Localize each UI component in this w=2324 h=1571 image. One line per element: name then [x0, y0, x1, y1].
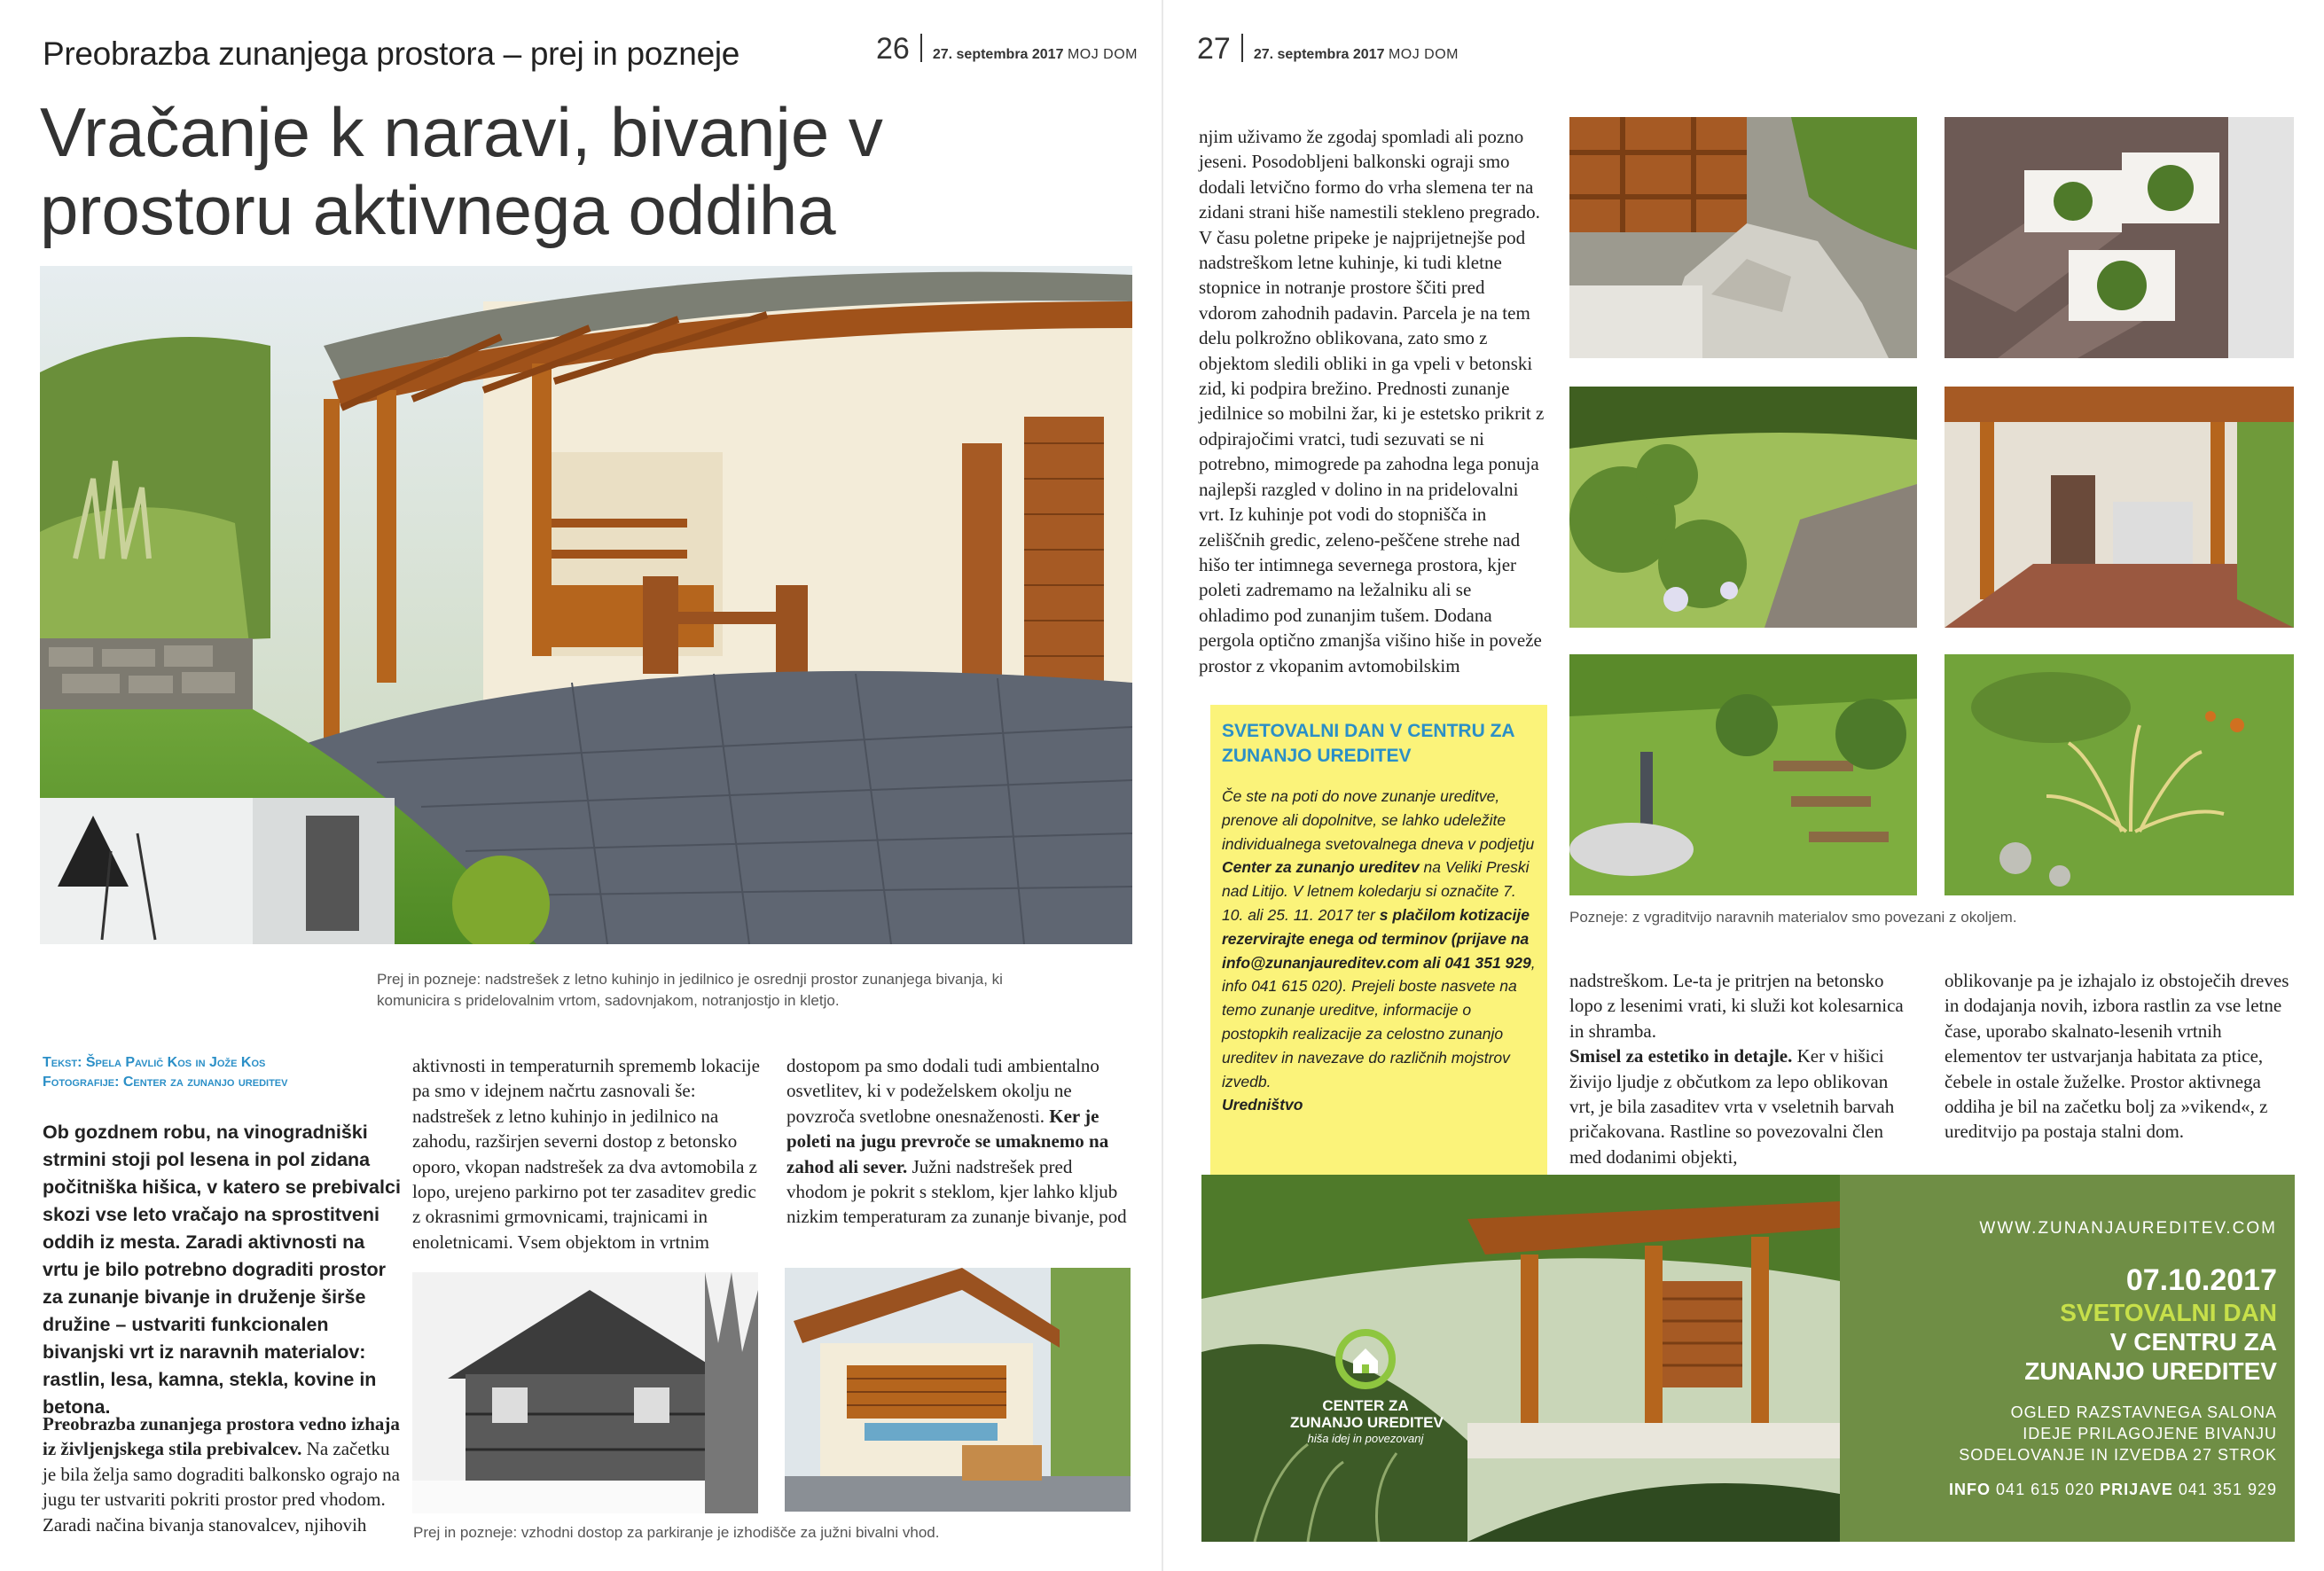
- ad-logo-tagline: hiša idej in povezovanj: [1307, 1432, 1424, 1445]
- ad-logo-line2: ZUNANJO UREDITEV: [1290, 1414, 1444, 1431]
- right-column-3: [1944, 968, 2290, 1145]
- gallery-photo-garden-path: [1569, 387, 1917, 628]
- ad-event-line1: SVETOVALNI DAN: [2060, 1299, 2277, 1326]
- rockery-illustration: [1569, 117, 1917, 358]
- article-credits: [43, 1053, 287, 1092]
- page-number: 26: [876, 32, 910, 66]
- photo-after-entrance: [785, 1268, 1131, 1512]
- gallery-photo-grasses: [1944, 654, 2294, 895]
- steps-planters-illustration: [1944, 117, 2294, 358]
- left-col3-text2: Južni nadstrešek pred vhodom je pokrit s steklom, kjer lahko kljub nizkim temperaturam za zunanje bivanje, pod: [786, 1155, 1127, 1228]
- gallery-photo-carport: [1944, 387, 2294, 628]
- photo-before-bw: [412, 1272, 758, 1513]
- left-column-2: [412, 1053, 763, 1254]
- left-column-1: [43, 1411, 406, 1537]
- magazine-name-right: MOJ DOM: [1388, 47, 1459, 62]
- ad-website[interactable]: WWW.ZUNANJAUREDITEV.COM: [1979, 1219, 2277, 1238]
- ad-date: 07.10.2017: [2125, 1263, 2277, 1297]
- gallery-photo-stone-steps: [1569, 654, 1917, 895]
- ad-prijave-label: PRIJAVE: [2100, 1481, 2173, 1498]
- ad-detail-3: SODELOVANJE IN IZVEDBA 27 STROK: [1959, 1446, 2277, 1464]
- ad-info-phone[interactable]: 041 615 020: [1996, 1481, 2095, 1498]
- advertisement: [1201, 1175, 2295, 1542]
- ad-logo: [1290, 1325, 1444, 1447]
- page-number-right: 27: [1197, 32, 1231, 66]
- house-after-illustration: [785, 1268, 1131, 1512]
- section-kicker: Preobrazba zunanjega prostora – prej in pozneje: [43, 35, 740, 72]
- house-logo-icon: [1332, 1325, 1399, 1393]
- pergola-illustration: [40, 266, 1132, 944]
- info-box: [1210, 705, 1547, 1194]
- caption-hero: Prej in pozneje: nadstrešek z letno kuhinjo in jedilnico je osrednji prostor zunanjega bivanja, ki komunicira s pridelovalnim vrtom, sadovnjakom, notranjostjo in kletjo.: [377, 971, 1003, 1009]
- ad-event-line2: V CENTRU ZA: [2109, 1328, 2277, 1356]
- info-text-1: Če ste na poti do nove zunanje ureditve, prenove ali dopolnitve, se lahko udeležite individualnega svetovalnega dneva v podjetju: [1222, 787, 1535, 853]
- gallery-photo-steps-planters: [1944, 117, 2294, 358]
- right-column-2: [1569, 968, 1915, 1169]
- left-col2-text: aktivnosti in temperaturnih sprememb lokacije pa smo v idejnem načrtu zasnovali še: nadstrešek z letno kuhinjo in jedilnico na zahodu, razširjen severni dostop z betonsko oporo, vkopan nadstrešek za dva avtomobila z lopo, urejeno parkirno pot ter zasaditev gredic z okrasnimi grmovnicami, trajnicami in enoletnicami. Vsem objektom in vrtnim: [412, 1055, 760, 1253]
- info-text-2: na Veliki Preski nad Litijo. V letnem koledarju si označite 7. 10. ali 25. 11. 2017 ter: [1222, 858, 1530, 924]
- page-date-right: 27. septembra 2017: [1253, 47, 1385, 62]
- hero-photo-pergola: [40, 266, 1132, 944]
- info-text-3: , info 041 615 020). Prejeli boste nasvete na temo zunanje ureditve, informacije o postopkih realizacije za celostno zunanjo ureditev in navezave do različnih mojstrov izvedb.: [1222, 953, 1536, 1090]
- credit-photo: Fotografije: Center za zunanjo ureditev: [43, 1075, 288, 1090]
- left-col1-subhead: Preobrazba zunanjega prostora vedno izhaja iz življenjskega stila prebivalcev.: [43, 1413, 400, 1460]
- info-reservation: s plačilom kotizacije rezervirajte enega od terminov (prijave na info@zunanjaureditev.com ali 041 351 929: [1222, 905, 1531, 972]
- garden-path-illustration: [1569, 387, 1917, 628]
- caption-gallery: Pozneje: z vgraditvijo naravnih materialov smo povezani z okoljem.: [1569, 909, 2017, 926]
- ad-logo-line1: CENTER ZA: [1322, 1397, 1409, 1414]
- right-col2-text: nadstreškom. Le-ta je pritrjen na betonsko lopo z lesenimi vrati, ki služi kot kolesarnica in shramba.: [1569, 970, 1904, 1042]
- ad-green-panel: [1840, 1175, 2295, 1542]
- magazine-name: MOJ DOM: [1067, 47, 1138, 62]
- ad-event-line3: ZUNANJO UREDITEV: [2024, 1357, 2277, 1385]
- left-col1-text: Na začetku je bila želja samo dograditi balkonsko ograjo na jugu ter ustvariti pokriti prostor pred vhodom. Zaradi načina bivanja stanovalcev, njihovih: [43, 1438, 400, 1536]
- info-company: Center za zunanjo ureditev: [1222, 858, 1420, 877]
- page-date: 27. septembra 2017: [932, 47, 1064, 62]
- left-column-3: [786, 1053, 1128, 1230]
- carport-illustration: [1944, 387, 2294, 628]
- house-before-illustration: [412, 1272, 758, 1513]
- ad-contacts: [1949, 1481, 2277, 1499]
- right-col1-text: njim uživamo že zgodaj spomladi ali pozno jeseni. Posodobljeni balkonski ograji smo dodali letvično formo do vrha slemena ter na zidani strani hiše namestili stekleno pregrado. V času poletne pripeke je najprijetnejše pod nadstreškom letne kuhinje, ki tudi kletne stopnice in notranje prostore ščiti pred vdorom zahodnih padavin. Parcela je na tem delu polkrožno oblikovana, zato smo z objektom sledili obliki in ga vpeli v betonski zid, ki podpira brežino. Prednosti zunanje jedilnice so mobilni žar, ki je estetsko prikrit z odpirajočimi vratci, tudi sezuvati se ni potrebno, mimogrede pa zahodna lega ponuja najlepši razgled v dolino in na pridelovalni vrt. Iz kuhinje pot vodi do stopnišča in zeliščnih gredic, zeleno-peščene strehe nad hišo ter intimnega severnega prostora, kjer poleti zadremamo na ležalniku ali se ohladimo pod zunanjim tušem. Dodana pergola optično zmanjša višino hiše in poveže prostor z vkopanim avtomobilskim: [1199, 126, 1545, 676]
- ad-detail-2: IDEJE PRILAGOJENE BIVANJU: [2023, 1425, 2277, 1442]
- ad-detail-1: OGLED RAZSTAVNEGA SALONA: [2010, 1403, 2277, 1421]
- right-col2-subhead: Smisel za estetiko in detajle.: [1569, 1045, 1793, 1067]
- left-col3-subhead: Ker je poleti na jugu prevroče se umaknemo na zahod ali sever.: [786, 1105, 1109, 1177]
- page-header-right: [1197, 32, 1459, 66]
- ad-prijave-phone[interactable]: 041 351 929: [2178, 1481, 2277, 1498]
- page-gutter: [1162, 0, 1163, 1571]
- caption-bottom-left: Prej in pozneje: vzhodni dostop za parkiranje je izhodišče za južni bivalni vhod.: [413, 1524, 940, 1541]
- right-col2-text2: Ker v hišici živijo ljudje z občutkom za lepo oblikovan vrt, je bila zasaditev vrta v vseletnih barvah pričakovana. Rastline so povezovalni člen med dodanimi objekti,: [1569, 1045, 1895, 1168]
- gallery-photo-rockery: [1569, 117, 1917, 358]
- grasses-illustration: [1944, 654, 2294, 895]
- info-box-heading: SVETOVALNI DAN V CENTRU ZA ZUNANJO UREDITEV: [1222, 721, 1514, 766]
- ad-info-label: INFO: [1949, 1481, 1991, 1498]
- page-header-left: [876, 32, 1138, 66]
- left-col3-text: dostopom pa smo dodali tudi ambientalno osvetlitev, ki v podeželskem okolju ne povzroča svetlobne onesnaženosti.: [786, 1055, 1099, 1127]
- right-column-1: [1199, 124, 1545, 678]
- article-lead: Ob gozdnem robu, na vinogradniški strmini stoji pol lesena in pol zidana počitniška hišica, v katero se prebivalci skozi vse leto vračajo na sprostitveni oddih iz mesta. Zaradi aktivnosti na vrtu je bilo potrebno dograditi prostor za zunanje bivanje in druženje širše družine – ustvariti funkcionalen bivanjski vrt iz naravnih materialov: rastlin, lesa, kamna, stekla, kovine in betona.: [43, 1122, 401, 1418]
- info-box-text: [1222, 785, 1536, 1117]
- right-col3-text: oblikovanje pa je izhajalo iz obstoječih dreves in dodajanja novih, izbora rastlin za vse letne čase, uporabo skalnato-lesenih vrtnih elementov ter ustvarjanja habitata za ptice, čebele in ostale žuželke. Prostor aktivnega oddiha je bil na začetku bolj za »vikend«, z ureditvijo pa postaja stalni dom.: [1944, 970, 2289, 1143]
- stone-steps-illustration: [1569, 654, 1917, 895]
- credit-text: Tekst: Špela Pavlič Kos in Jože Kos: [43, 1055, 266, 1070]
- article-title: Vračanje k naravi, bivanje v prostoru aktivnega oddiha: [40, 93, 883, 249]
- info-signature: Uredništvo: [1222, 1096, 1303, 1114]
